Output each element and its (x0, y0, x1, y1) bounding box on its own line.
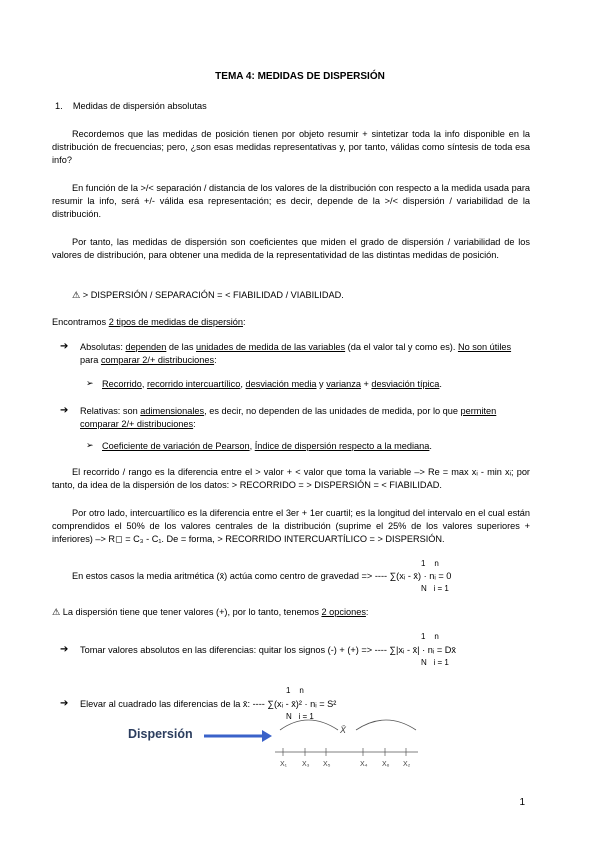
tick-label-1: X₁ (280, 761, 288, 768)
relative-u1: adimensionales (140, 406, 205, 416)
tick-label-2: X₃ (302, 761, 310, 768)
formula-sub: i = 1 (433, 584, 449, 593)
section-title: Medidas de dispersión absolutas (72, 101, 207, 111)
arrow-bullet-icon: ➔ (60, 644, 69, 655)
tick-label-3: X₅ (323, 761, 331, 768)
mean-label: X̄ (340, 725, 347, 735)
absolute-label: Absolutas: (80, 342, 126, 352)
formula-2-top (421, 632, 439, 641)
section-heading (55, 100, 533, 113)
triangle-bullet-icon: ➢ (86, 378, 94, 388)
triangle-bullet-icon: ➢ (86, 440, 94, 450)
abs-sub-recorrido: Recorrido (102, 379, 142, 389)
abs-sub-desviacion-tipica: desviación típica (371, 379, 440, 389)
absolute-u4: comparar 2/+ distribuciones (100, 355, 215, 365)
warning-line-1: ⚠ > DISPERSIÓN / SEPARACIÓN = < FIABILIDAD / VIABILIDAD. (72, 290, 344, 300)
relative-u2: permiten (460, 406, 497, 416)
arrow-head-icon (262, 730, 272, 742)
formula-one: 1 (421, 632, 426, 641)
formula-n: N (286, 712, 292, 721)
arrow-bullet-icon: ➔ (60, 405, 69, 416)
absolute-line2-post: : (214, 355, 217, 365)
formula-n: N (421, 584, 427, 593)
formula-top: n (434, 559, 439, 568)
absolute-mid2: (da el valor tal y como es). (345, 342, 458, 352)
formula-1-top (421, 559, 439, 568)
paragraph-2: En función de la >/< separación / distancia de los valores de la distribución con respecto a la medida usada para resumir la info, será +/- válida esa representación; es decir, depende de la >/< dispersión / variabilidad de la distribución. (52, 183, 530, 219)
formula-sub: i = 1 (433, 658, 449, 667)
abs-sub-sep4: + (360, 379, 372, 389)
relative-mid: , es decir, no dependen de las unidades de medida, por lo que (204, 406, 461, 416)
paragraph-intercuartilico: Por otro lado, intercuartílico es la diferencia entre el 3er + 1er cuartil; es la longitud del intervalo en el cual están comprendidos el 50% de los valores centrales de la distribución (suprime el 25% de los valores superiores + inferiores) –> R◻ = C₃ - C₁. De = forma, > RECORRIDO INTERCUARTÍLICO = > DISPERSIÓN. (52, 508, 530, 544)
absolute-mid: de las (166, 342, 196, 352)
left-arc (280, 720, 338, 730)
formula-one: 1 (286, 686, 291, 695)
dispersion-diagram (128, 714, 428, 784)
paragraph-centro-gravedad: En estos casos la media aritmética (x̄) actúa como centro de gravedad => ---- ∑(xᵢ - x̄) · nᵢ = 0 (72, 571, 452, 581)
formula-one: 1 (421, 559, 426, 568)
tick-label-6: X₂ (403, 761, 411, 768)
formula-n: N (421, 658, 427, 667)
rel-sub-indice: Índice de dispersión respecto a la mediana (254, 441, 430, 451)
option-squared-differences: Elevar al cuadrado las diferencias de la x̄: ---- ∑(xᵢ - x̄)² · nᵢ = S² (80, 699, 337, 709)
abs-sub-end: . (439, 379, 442, 389)
rel-sub-sep: , (249, 441, 255, 451)
warning-line-2 (52, 606, 530, 619)
absolute-u2: unidades de medida de las variables (195, 342, 346, 352)
diagram-label: Dispersión (128, 727, 193, 741)
warning-2-colon: : (365, 607, 369, 617)
formula-2-bottom (421, 658, 449, 667)
relative-label: Relativas: son (80, 406, 141, 416)
paragraph-1: Recordemos que las medidas de posición tienen por objeto resumir + sintetizar toda la info disponible en la distribución de frecuencias; pero, ¿son esas medidas representativas y, por tanto, válidas como síntesis de toda esa info? (52, 129, 530, 165)
formula-sub: i = 1 (298, 712, 314, 721)
warning-2-text: ⚠ La dispersión tiene que tener valores (+), por lo tanto, tenemos (52, 607, 322, 617)
paragraph-3: Por tanto, las medidas de dispersión son coeficientes que miden el grado de dispersión / variabilidad de los valores de distribución, para obtener una medida de la representatividad de las distintas medidas de posición. (52, 237, 530, 260)
abs-sub-sep2: , (240, 379, 246, 389)
arrow-bullet-icon: ➔ (60, 698, 69, 709)
absolute-u3: No son útiles (457, 342, 512, 352)
rel-sub-pearson: Coeficiente de variación de Pearson (102, 441, 250, 451)
relative-u3: comparar 2/+ distribuciones (80, 419, 194, 429)
page-number: 1 (519, 797, 525, 808)
absolute-sub-item (102, 378, 532, 391)
formula-top: n (434, 632, 439, 641)
formula-1-bottom (421, 584, 449, 593)
abs-sub-desviacion-media: desviación media (245, 379, 317, 389)
abs-sub-intercuartilico: recorrido intercuartílico (146, 379, 241, 389)
formula-3-top (286, 686, 304, 695)
page-title: TEMA 4: MEDIDAS DE DISPERSIÓN (215, 71, 385, 82)
option-absolute-values: Tomar valores absolutos en las diferencias: quitar los signos (-) + (+) => ---- ∑|xᵢ - x̄| · nᵢ = Dx̄ (80, 645, 456, 655)
abs-sub-varianza: varianza (326, 379, 361, 389)
relative-post: : (193, 419, 196, 429)
arrow-bullet-icon: ➔ (60, 341, 69, 352)
types-intro (52, 316, 530, 329)
relative-sub-item (102, 440, 532, 453)
dispersion-diagram-svg (128, 714, 428, 784)
rel-sub-end: . (429, 441, 432, 451)
absolute-line2-pre: para (80, 355, 101, 365)
right-arc (356, 720, 416, 730)
tick-label-5: X₆ (382, 761, 390, 768)
abs-sub-sep1: , (141, 379, 147, 389)
formula-top: n (299, 686, 304, 695)
absolute-u1: dependen (125, 342, 167, 352)
types-intro-colon: : (243, 317, 246, 327)
paragraph-recorrido: El recorrido / rango es la diferencia entre el > valor + < valor que toma la variable –> Re = max xᵢ - min xᵢ; por tanto, da idea de la dispersión de los datos: > RECORRIDO = > DISPERSIÓN = < FIABILIDAD. (52, 467, 530, 490)
tick-label-4: X₄ (360, 761, 368, 768)
types-intro-text: Encontramos (52, 317, 109, 327)
section-number: 1. (55, 101, 63, 111)
types-intro-underlined: 2 tipos de medidas de dispersión (108, 317, 244, 327)
relative-measures-item (80, 405, 530, 431)
abs-sub-sep3: y (316, 379, 327, 389)
absolute-measures-item (80, 341, 530, 367)
warning-2-underlined: 2 opciones (321, 607, 366, 617)
